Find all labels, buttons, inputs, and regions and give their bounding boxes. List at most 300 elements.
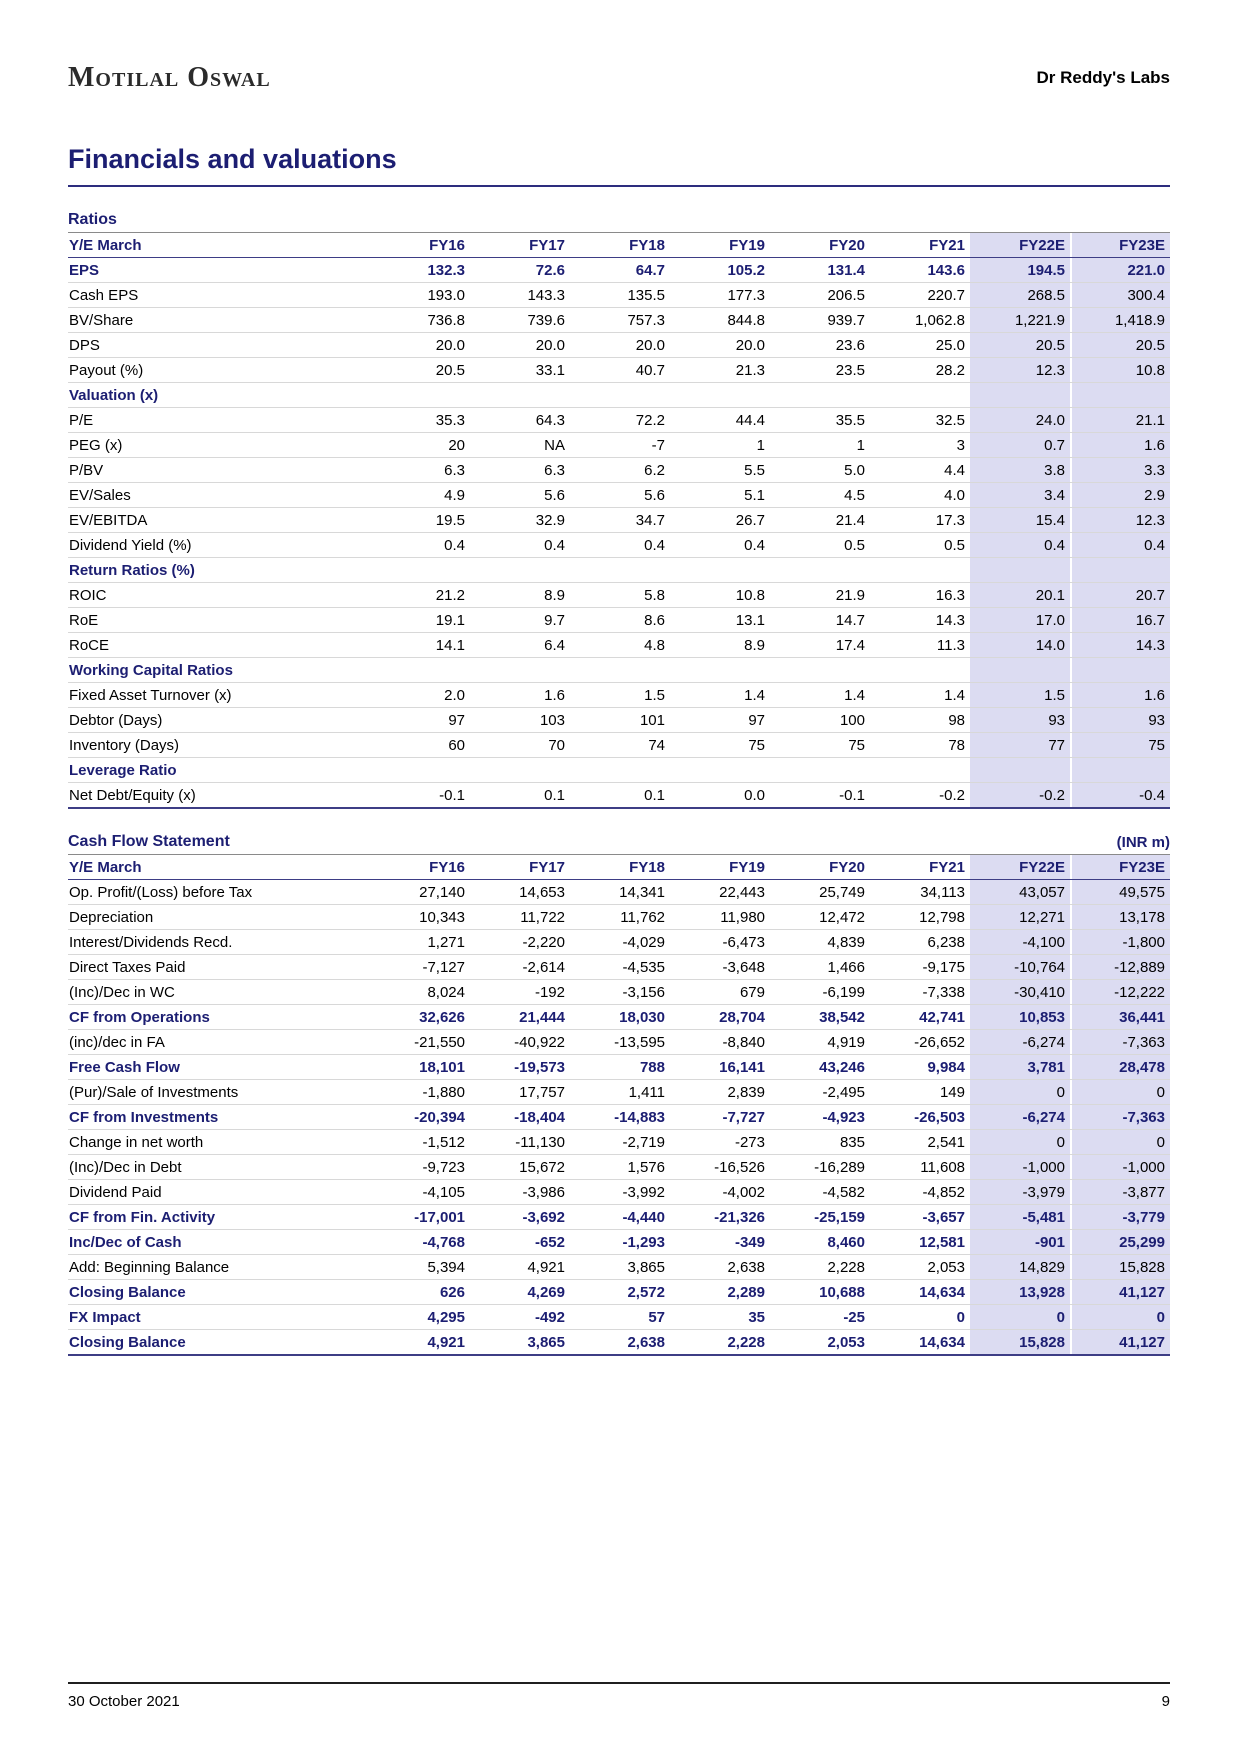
- cell-value: -40,922: [470, 1030, 570, 1055]
- cell-value: 42,741: [870, 1005, 970, 1030]
- table-row: [68, 283, 1170, 308]
- table-row: [68, 558, 1170, 583]
- cell-value: [770, 383, 870, 408]
- cell-value: 1,271: [370, 930, 470, 955]
- cell-value: 28,704: [670, 1005, 770, 1030]
- cell-value: -10,764: [970, 955, 1070, 980]
- cell-value: [970, 658, 1070, 683]
- cell-value: 4.4: [870, 458, 970, 483]
- cell-value: -0.2: [970, 783, 1070, 809]
- cell-value: 149: [870, 1080, 970, 1105]
- cell-value: 21.4: [770, 508, 870, 533]
- cell-value: 20.5: [1070, 333, 1170, 358]
- cell-value: 98: [870, 708, 970, 733]
- row-label: Fixed Asset Turnover (x): [68, 683, 370, 708]
- cell-value: -20,394: [370, 1105, 470, 1130]
- cell-value: 5.6: [570, 483, 670, 508]
- cell-value: 93: [970, 708, 1070, 733]
- cell-value: -4,029: [570, 930, 670, 955]
- cell-value: 12.3: [1070, 508, 1170, 533]
- row-label: Dividend Yield (%): [68, 533, 370, 558]
- cell-value: [370, 558, 470, 583]
- cell-value: [470, 383, 570, 408]
- table-row: [68, 955, 1170, 980]
- cell-value: 1.4: [670, 683, 770, 708]
- cell-value: [870, 558, 970, 583]
- cell-value: [1070, 383, 1170, 408]
- cell-value: 1: [770, 433, 870, 458]
- ratios-table: [68, 232, 1170, 809]
- cell-value: -7,363: [1070, 1030, 1170, 1055]
- cell-value: 1: [670, 433, 770, 458]
- cell-value: 15,828: [1070, 1255, 1170, 1280]
- cell-value: -16,289: [770, 1155, 870, 1180]
- column-header: FY16: [370, 233, 470, 258]
- cell-value: [370, 383, 470, 408]
- cell-value: 268.5: [970, 283, 1070, 308]
- table-row: [68, 308, 1170, 333]
- column-header: FY19: [670, 233, 770, 258]
- cell-value: 0.4: [1070, 533, 1170, 558]
- table-row: [68, 483, 1170, 508]
- cell-value: 3,781: [970, 1055, 1070, 1080]
- cell-value: [570, 558, 670, 583]
- cell-value: 11.3: [870, 633, 970, 658]
- cell-value: -4,768: [370, 1230, 470, 1255]
- cell-value: 788: [570, 1055, 670, 1080]
- row-label: ROIC: [68, 583, 370, 608]
- cell-value: -21,326: [670, 1205, 770, 1230]
- table-row: [68, 358, 1170, 383]
- row-label: EPS: [68, 258, 370, 283]
- cell-value: 41,127: [1070, 1330, 1170, 1356]
- table-row: [68, 458, 1170, 483]
- cell-value: 5.5: [670, 458, 770, 483]
- cell-value: 34,113: [870, 880, 970, 905]
- cell-value: -18,404: [470, 1105, 570, 1130]
- cash-flow-table-unit: (INR m): [1116, 834, 1170, 851]
- row-label: P/E: [68, 408, 370, 433]
- table-row: [68, 980, 1170, 1005]
- cell-value: 97: [370, 708, 470, 733]
- cell-value: -1,000: [1070, 1155, 1170, 1180]
- cell-value: 24.0: [970, 408, 1070, 433]
- cell-value: 8.6: [570, 608, 670, 633]
- cell-value: -0.4: [1070, 783, 1170, 809]
- cell-value: -7,127: [370, 955, 470, 980]
- table-row: [68, 1255, 1170, 1280]
- row-label: Working Capital Ratios: [68, 658, 370, 683]
- cell-value: 43,057: [970, 880, 1070, 905]
- cell-value: 2,228: [770, 1255, 870, 1280]
- cell-value: [370, 658, 470, 683]
- cell-value: -2,495: [770, 1080, 870, 1105]
- cell-value: 3,865: [470, 1330, 570, 1356]
- cell-value: -19,573: [470, 1055, 570, 1080]
- table-row: [68, 633, 1170, 658]
- cell-value: -17,001: [370, 1205, 470, 1230]
- row-label: Debtor (Days): [68, 708, 370, 733]
- cell-value: [970, 558, 1070, 583]
- cell-value: 13.1: [670, 608, 770, 633]
- cell-value: -2,719: [570, 1130, 670, 1155]
- table-row: [68, 533, 1170, 558]
- cell-value: 93: [1070, 708, 1170, 733]
- cell-value: 19.1: [370, 608, 470, 633]
- cell-value: 17,757: [470, 1080, 570, 1105]
- cell-value: -1,293: [570, 1230, 670, 1255]
- table-row: [68, 783, 1170, 809]
- cell-value: 20.5: [370, 358, 470, 383]
- table-row: [68, 905, 1170, 930]
- cell-value: 11,608: [870, 1155, 970, 1180]
- row-label: Inventory (Days): [68, 733, 370, 758]
- cell-value: 28.2: [870, 358, 970, 383]
- cell-value: 14,341: [570, 880, 670, 905]
- cell-value: 1.6: [1070, 433, 1170, 458]
- cell-value: 97: [670, 708, 770, 733]
- table-row: [68, 1205, 1170, 1230]
- cell-value: 14.7: [770, 608, 870, 633]
- cell-value: 1.5: [970, 683, 1070, 708]
- cell-value: 64.7: [570, 258, 670, 283]
- row-label: Add: Beginning Balance: [68, 1255, 370, 1280]
- cell-value: 12,798: [870, 905, 970, 930]
- table-row: [68, 1305, 1170, 1330]
- cell-value: -1,880: [370, 1080, 470, 1105]
- cell-value: 101: [570, 708, 670, 733]
- cell-value: -9,723: [370, 1155, 470, 1180]
- row-label: RoCE: [68, 633, 370, 658]
- cell-value: -192: [470, 980, 570, 1005]
- cell-value: 15.4: [970, 508, 1070, 533]
- cell-value: 1,418.9: [1070, 308, 1170, 333]
- cell-value: -7,727: [670, 1105, 770, 1130]
- table-row: [68, 1130, 1170, 1155]
- cell-value: 12,271: [970, 905, 1070, 930]
- footer-page-number: 9: [1161, 1693, 1170, 1710]
- row-label: Closing Balance: [68, 1280, 370, 1305]
- cell-value: 6.2: [570, 458, 670, 483]
- table-row: [68, 1055, 1170, 1080]
- table-row: [68, 583, 1170, 608]
- cell-value: 12,581: [870, 1230, 970, 1255]
- cell-value: 49,575: [1070, 880, 1170, 905]
- row-label: Valuation (x): [68, 383, 370, 408]
- cell-value: 4,295: [370, 1305, 470, 1330]
- cell-value: 14,653: [470, 880, 570, 905]
- cell-value: [470, 758, 570, 783]
- cell-value: -652: [470, 1230, 570, 1255]
- cell-value: -3,986: [470, 1180, 570, 1205]
- cell-value: -9,175: [870, 955, 970, 980]
- table-row: [68, 1230, 1170, 1255]
- cell-value: 0.5: [770, 533, 870, 558]
- cell-value: 2,053: [770, 1330, 870, 1356]
- cell-value: -12,889: [1070, 955, 1170, 980]
- cell-value: -14,883: [570, 1105, 670, 1130]
- cell-value: 10,853: [970, 1005, 1070, 1030]
- cell-value: -3,692: [470, 1205, 570, 1230]
- column-header: FY17: [470, 855, 570, 880]
- company-name: Dr Reddy's Labs: [1036, 68, 1170, 87]
- cell-value: 0: [970, 1130, 1070, 1155]
- table-row: [68, 1005, 1170, 1030]
- cell-value: 6.3: [370, 458, 470, 483]
- header-row: [68, 233, 1170, 258]
- cell-value: [970, 383, 1070, 408]
- cell-value: 41,127: [1070, 1280, 1170, 1305]
- ratios-section: [68, 211, 1170, 809]
- cell-value: 25,749: [770, 880, 870, 905]
- cell-value: 103: [470, 708, 570, 733]
- column-header: FY21: [870, 233, 970, 258]
- cell-value: 4.8: [570, 633, 670, 658]
- cash-flow-table-title: Cash Flow Statement: [68, 833, 230, 850]
- table-row: [68, 433, 1170, 458]
- cell-value: [470, 558, 570, 583]
- cell-value: 20.0: [370, 333, 470, 358]
- cell-value: 14.0: [970, 633, 1070, 658]
- column-header: FY19: [670, 855, 770, 880]
- cell-value: 12.3: [970, 358, 1070, 383]
- cell-value: 64.3: [470, 408, 570, 433]
- cell-value: [870, 658, 970, 683]
- row-label: Op. Profit/(Loss) before Tax: [68, 880, 370, 905]
- row-label: Closing Balance: [68, 1330, 370, 1356]
- cell-value: 0.7: [970, 433, 1070, 458]
- cell-value: -4,582: [770, 1180, 870, 1205]
- table-row: [68, 333, 1170, 358]
- row-label: (Pur)/Sale of Investments: [68, 1080, 370, 1105]
- cell-value: -3,992: [570, 1180, 670, 1205]
- cell-value: [770, 658, 870, 683]
- cell-value: 2,839: [670, 1080, 770, 1105]
- cell-value: 17.3: [870, 508, 970, 533]
- cell-value: 3.3: [1070, 458, 1170, 483]
- column-header: FY16: [370, 855, 470, 880]
- cell-value: -7,363: [1070, 1105, 1170, 1130]
- cell-value: -5,481: [970, 1205, 1070, 1230]
- cell-value: 1.4: [770, 683, 870, 708]
- cell-value: 17.0: [970, 608, 1070, 633]
- cell-value: 132.3: [370, 258, 470, 283]
- cell-value: 19.5: [370, 508, 470, 533]
- cash-flow-table: [68, 854, 1170, 1356]
- row-label: Interest/Dividends Recd.: [68, 930, 370, 955]
- cell-value: 28,478: [1070, 1055, 1170, 1080]
- row-label: PEG (x): [68, 433, 370, 458]
- cell-value: -26,652: [870, 1030, 970, 1055]
- cell-value: 35.3: [370, 408, 470, 433]
- cell-value: 143.6: [870, 258, 970, 283]
- cell-value: 77: [970, 733, 1070, 758]
- cell-value: 0: [1070, 1080, 1170, 1105]
- cell-value: 105.2: [670, 258, 770, 283]
- cell-value: -7,338: [870, 980, 970, 1005]
- cell-value: 9,984: [870, 1055, 970, 1080]
- cell-value: -1,800: [1070, 930, 1170, 955]
- row-label: DPS: [68, 333, 370, 358]
- row-label: CF from Investments: [68, 1105, 370, 1130]
- cell-value: 21.2: [370, 583, 470, 608]
- cell-value: 1,576: [570, 1155, 670, 1180]
- cell-value: 21.3: [670, 358, 770, 383]
- cell-value: 18,101: [370, 1055, 470, 1080]
- cell-value: 16.3: [870, 583, 970, 608]
- row-label: Depreciation: [68, 905, 370, 930]
- cell-value: -0.1: [370, 783, 470, 809]
- cell-value: -1,000: [970, 1155, 1070, 1180]
- document-header: [68, 62, 1170, 94]
- cell-value: 5.6: [470, 483, 570, 508]
- cell-value: -3,156: [570, 980, 670, 1005]
- cell-value: 736.8: [370, 308, 470, 333]
- row-label: (inc)/dec in FA: [68, 1030, 370, 1055]
- cell-value: 2,638: [570, 1330, 670, 1356]
- cell-value: [670, 558, 770, 583]
- cell-value: 4,921: [370, 1330, 470, 1356]
- cell-value: 0: [970, 1305, 1070, 1330]
- cell-value: 3.4: [970, 483, 1070, 508]
- cell-value: 43,246: [770, 1055, 870, 1080]
- cell-value: 0.4: [570, 533, 670, 558]
- table-row: [68, 1030, 1170, 1055]
- ratios-table-title: Ratios: [68, 211, 117, 228]
- cell-value: 20.0: [570, 333, 670, 358]
- cell-value: 1.5: [570, 683, 670, 708]
- cell-value: 14,634: [870, 1280, 970, 1305]
- cell-value: -349: [670, 1230, 770, 1255]
- column-header: FY22E: [970, 855, 1070, 880]
- column-header: FY22E: [970, 233, 1070, 258]
- row-label: RoE: [68, 608, 370, 633]
- cell-value: 14.1: [370, 633, 470, 658]
- column-header: FY18: [570, 855, 670, 880]
- cell-value: 9.7: [470, 608, 570, 633]
- cash-flow-section: [68, 833, 1170, 1356]
- cell-value: 11,762: [570, 905, 670, 930]
- cell-value: 1,221.9: [970, 308, 1070, 333]
- cell-value: 0.4: [670, 533, 770, 558]
- cell-value: -30,410: [970, 980, 1070, 1005]
- cell-value: -25: [770, 1305, 870, 1330]
- cell-value: -16,526: [670, 1155, 770, 1180]
- cell-value: [670, 383, 770, 408]
- cell-value: [570, 758, 670, 783]
- cell-value: 844.8: [670, 308, 770, 333]
- column-header: FY23E: [1070, 855, 1170, 880]
- cell-value: 18,030: [570, 1005, 670, 1030]
- cell-value: 4,269: [470, 1280, 570, 1305]
- cell-value: -6,199: [770, 980, 870, 1005]
- cell-value: 75: [770, 733, 870, 758]
- table-row: [68, 930, 1170, 955]
- table-row: [68, 508, 1170, 533]
- cell-value: 16,141: [670, 1055, 770, 1080]
- cell-value: -3,648: [670, 955, 770, 980]
- cell-value: 626: [370, 1280, 470, 1305]
- column-header: FY17: [470, 233, 570, 258]
- cell-value: 206.5: [770, 283, 870, 308]
- cell-value: 10,688: [770, 1280, 870, 1305]
- table-row: [68, 258, 1170, 283]
- cell-value: 44.4: [670, 408, 770, 433]
- cell-value: 20: [370, 433, 470, 458]
- cell-value: 20.7: [1070, 583, 1170, 608]
- cell-value: 20.5: [970, 333, 1070, 358]
- cell-value: 939.7: [770, 308, 870, 333]
- cell-value: 6,238: [870, 930, 970, 955]
- cell-value: [670, 658, 770, 683]
- cell-value: 221.0: [1070, 258, 1170, 283]
- cell-value: 300.4: [1070, 283, 1170, 308]
- cell-value: 32.5: [870, 408, 970, 433]
- cell-value: 2.0: [370, 683, 470, 708]
- cell-value: 2,289: [670, 1280, 770, 1305]
- cell-value: 60: [370, 733, 470, 758]
- cell-value: 20.0: [670, 333, 770, 358]
- cell-value: 2,541: [870, 1130, 970, 1155]
- cell-value: 0.5: [870, 533, 970, 558]
- cell-value: 0.1: [470, 783, 570, 809]
- cell-value: 14,829: [970, 1255, 1070, 1280]
- cell-value: 0: [1070, 1130, 1170, 1155]
- cell-value: 10.8: [670, 583, 770, 608]
- cell-value: 0: [970, 1080, 1070, 1105]
- cell-value: [570, 658, 670, 683]
- cell-value: 1.4: [870, 683, 970, 708]
- cell-value: -4,923: [770, 1105, 870, 1130]
- cell-value: 38,542: [770, 1005, 870, 1030]
- row-label: Payout (%): [68, 358, 370, 383]
- header-row: [68, 855, 1170, 880]
- cell-value: [870, 383, 970, 408]
- row-label: P/BV: [68, 458, 370, 483]
- cell-value: 4.0: [870, 483, 970, 508]
- cell-value: -0.2: [870, 783, 970, 809]
- cell-value: -4,100: [970, 930, 1070, 955]
- cell-value: 10.8: [1070, 358, 1170, 383]
- cell-value: 1.6: [470, 683, 570, 708]
- cell-value: 757.3: [570, 308, 670, 333]
- row-label: EV/Sales: [68, 483, 370, 508]
- cell-value: 5.1: [670, 483, 770, 508]
- cell-value: 32.9: [470, 508, 570, 533]
- cell-value: 1.6: [1070, 683, 1170, 708]
- cell-value: 6.4: [470, 633, 570, 658]
- cell-value: 0.4: [370, 533, 470, 558]
- cell-value: 4.9: [370, 483, 470, 508]
- cell-value: 14.3: [870, 608, 970, 633]
- cell-value: 70: [470, 733, 570, 758]
- cell-value: 0: [1070, 1305, 1170, 1330]
- table-row: [68, 1105, 1170, 1130]
- cell-value: 17.4: [770, 633, 870, 658]
- cell-value: -2,614: [470, 955, 570, 980]
- cell-value: [770, 758, 870, 783]
- table-row: [68, 608, 1170, 633]
- cell-value: 143.3: [470, 283, 570, 308]
- cell-value: 131.4: [770, 258, 870, 283]
- cell-value: 14,634: [870, 1330, 970, 1356]
- cell-value: 0.0: [670, 783, 770, 809]
- footer-date: 30 October 2021: [68, 1693, 180, 1710]
- cell-value: [370, 758, 470, 783]
- cell-value: 40.7: [570, 358, 670, 383]
- table-row: [68, 683, 1170, 708]
- table-row: [68, 758, 1170, 783]
